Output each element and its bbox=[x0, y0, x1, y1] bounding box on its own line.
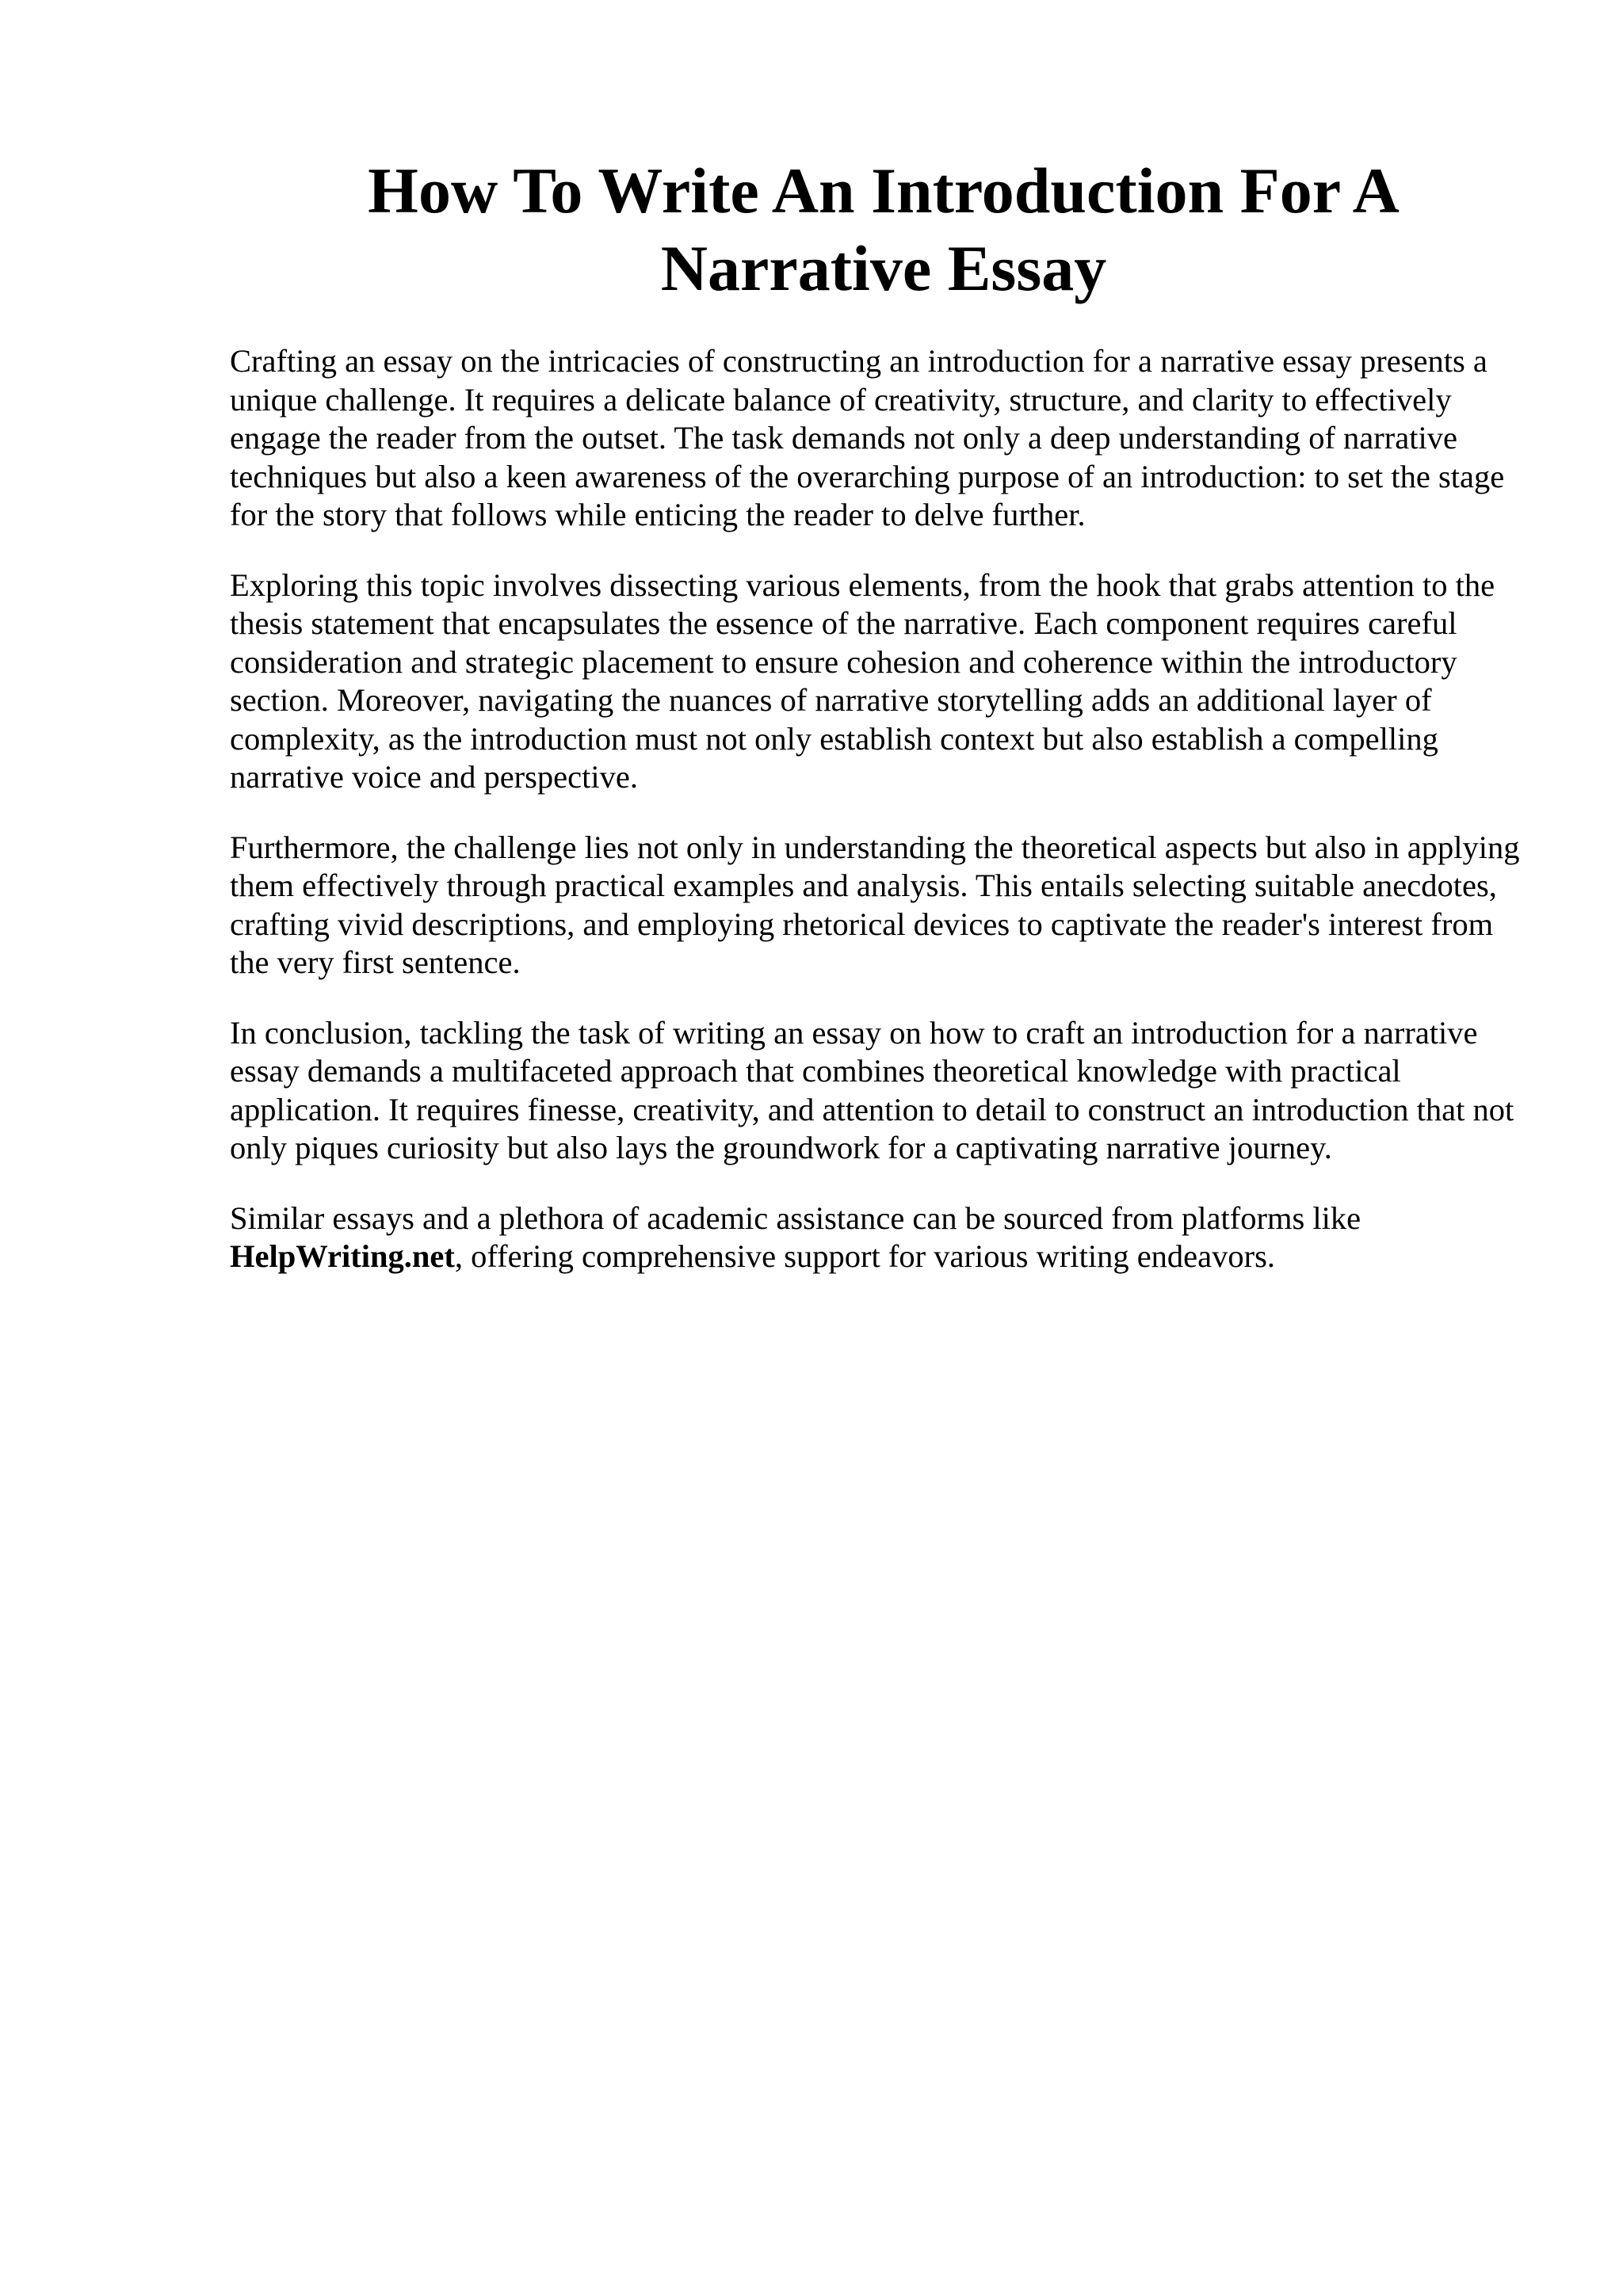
paragraph-4: In conclusion, tackling the task of writing an essay on how to craft an introduction for a narrative essay demands a multifaceted approach that combines theoretical knowledge with practical application. It requires finesse, creativity, and attention to detail to construct an introduction that not only piques curiosity but also lays the groundwork for a captivating narrative journey. bbox=[230, 1014, 1514, 1165]
paragraph-2: Exploring this topic involves dissecting various elements, from the hook that grabs attention to the thesis statement that encapsulates the essence of the narrative. Each component requires careful consideration and strategic placement to ensure cohesion and coherence within the introductory section. Moreover, navigating the nuances of narrative storytelling adds an additional layer of complexity, as the introduction must not only establish context but also establish a compelling narrative voice and perspective. bbox=[230, 566, 1495, 795]
closing-tail-text: , offering comprehensive support for various writing endeavors. bbox=[454, 1238, 1275, 1274]
helpwriting-site-name: HelpWriting.net bbox=[230, 1238, 455, 1274]
closing-lead-text: Similar essays and a plethora of academic assistance can be sourced from platforms like bbox=[230, 1199, 1361, 1236]
document-body bbox=[230, 342, 1529, 1308]
paragraph-1: Crafting an essay on the intricacies of constructing an introduction for a narrative essay presents a unique challenge. It requires a delicate balance of creativity, structure, and clarity to effectively engage the reader from the outset. The task demands not only a deep understanding of narrative techniques but also a keen awareness of the overarching purpose of an introduction: to set the stage for the story that follows while enticing the reader to delve further. bbox=[230, 343, 1505, 532]
closing-paragraph bbox=[230, 1199, 1529, 1276]
paragraph-3: Furthermore, the challenge lies not only in understanding the theoretical aspects but also in applying them effectively through practical examples and analysis. This entails selecting suitable anecdotes, crafting vivid descriptions, and employing rhetorical devices to captivate the reader's interest from the very first sentence. bbox=[230, 829, 1520, 980]
document-title: How To Write An Introduction For A Narrative Essay bbox=[368, 154, 1400, 304]
